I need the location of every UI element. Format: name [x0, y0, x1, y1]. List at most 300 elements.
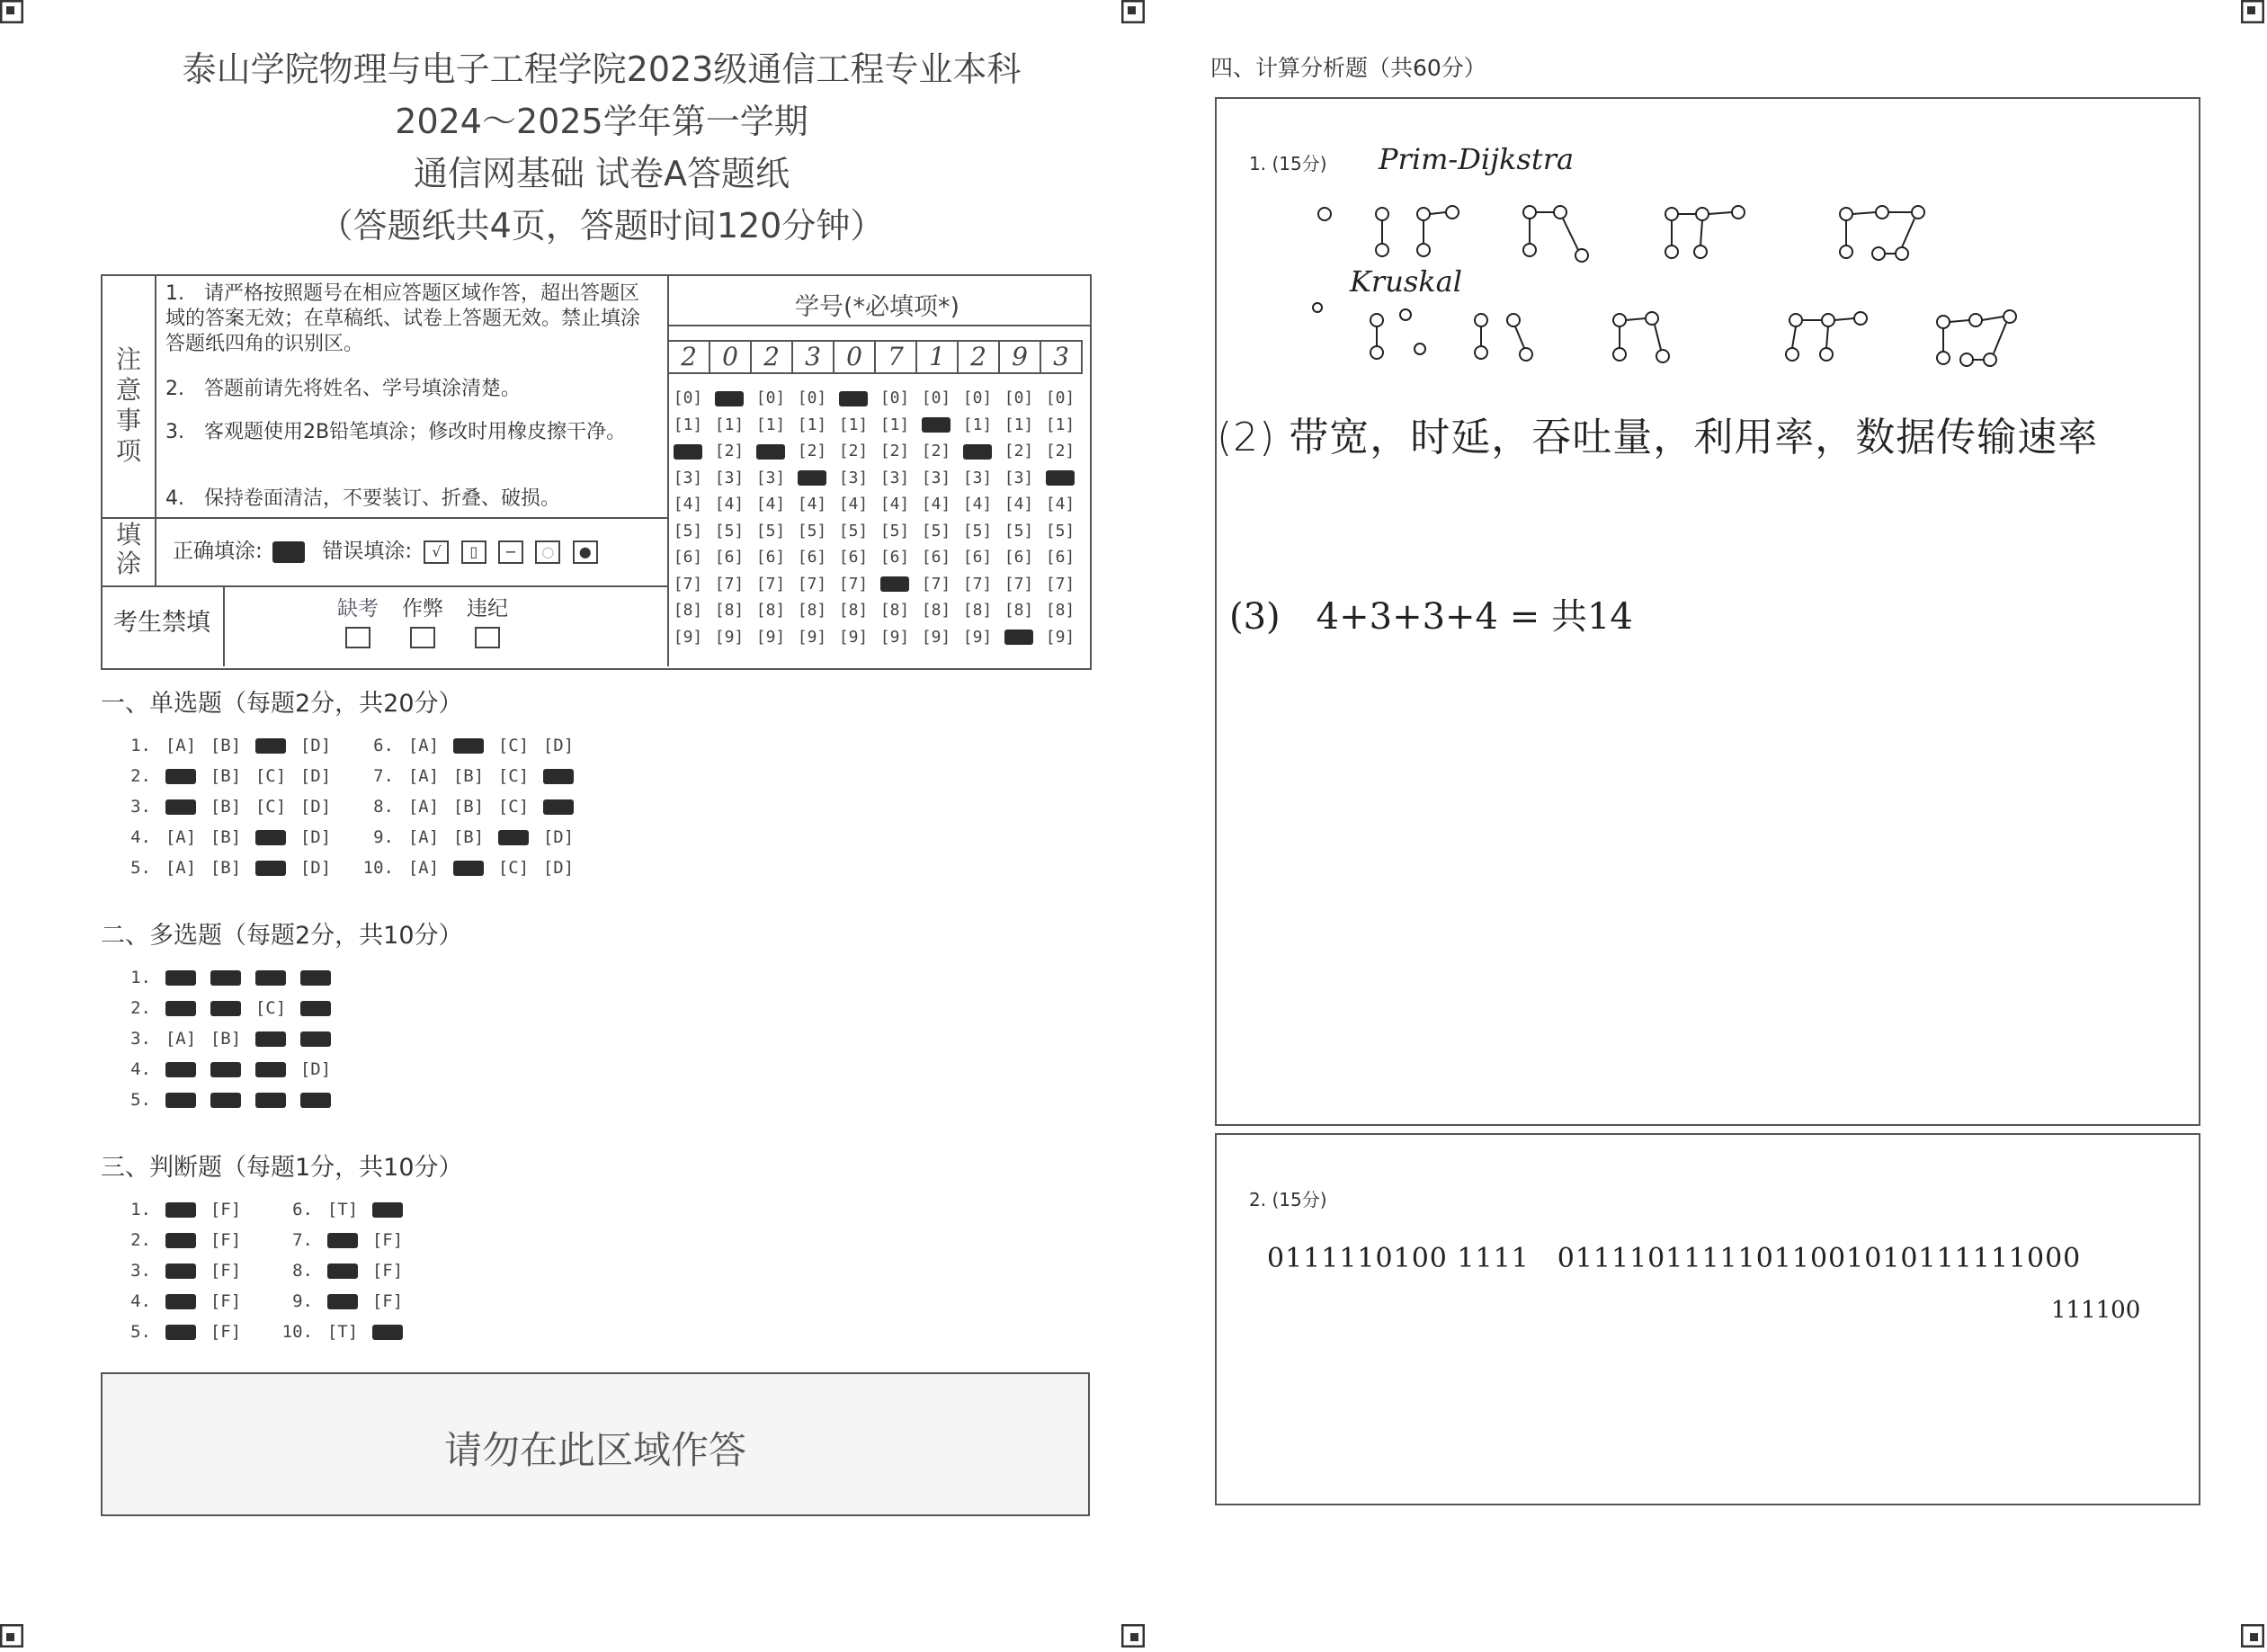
answer-bubble[interactable]: [A] — [165, 858, 197, 878]
filled-mark — [498, 830, 529, 845]
student-id-bubble[interactable]: [9] — [1045, 627, 1075, 647]
student-id-bubble[interactable]: [4] — [838, 495, 869, 514]
answer-bubble[interactable]: [D] — [542, 827, 575, 847]
answer-bubble-filled[interactable] — [248, 1029, 293, 1049]
student-id-bubble[interactable]: [7] — [921, 574, 951, 594]
answer-bubble-filled[interactable] — [293, 1090, 338, 1110]
question-row — [263, 1322, 410, 1353]
student-id-bubble[interactable]: [6] — [962, 548, 993, 567]
q2-hand-line1: 0111110100 1111 01111011111011001010111111000 — [1267, 1243, 2082, 1274]
question-row — [101, 968, 338, 998]
student-id-digits — [667, 340, 1083, 374]
answer-bubble-filled[interactable] — [446, 736, 491, 755]
student-id-bubble[interactable]: [5] — [838, 521, 869, 540]
student-id-bubble[interactable]: [5] — [714, 521, 745, 540]
filled-mark — [543, 799, 574, 815]
student-id-bubble[interactable]: [7] — [962, 574, 993, 594]
q1-label: 1. (15分) — [1249, 153, 1327, 174]
notes-item-2: 2. 答题前请先将姓名、学号填涂清楚。 — [165, 378, 521, 400]
filled-mark — [165, 1001, 196, 1016]
answer-bubble-filled[interactable] — [491, 827, 536, 847]
filled-mark — [165, 970, 196, 986]
student-id-bubble[interactable]: [9] — [714, 627, 745, 647]
answer-bubble-filled[interactable] — [203, 998, 248, 1018]
answer-bubble[interactable]: [D] — [299, 827, 332, 847]
filled-mark — [798, 470, 826, 486]
student-id-bubble[interactable]: [4] — [714, 495, 745, 514]
filled-mark — [165, 1294, 196, 1309]
answer-bubble[interactable]: [A] — [165, 1029, 197, 1049]
student-id-digit: 2 — [750, 340, 791, 374]
student-id-title: 学号(*必填项*) — [795, 293, 960, 321]
answer-bubble-filled[interactable] — [158, 1059, 203, 1079]
answer-bubble-filled[interactable] — [248, 858, 293, 878]
student-id-bubble[interactable]: [3] — [755, 468, 786, 487]
filled-mark — [165, 1202, 196, 1218]
student-id-bubble[interactable]: [0] — [921, 388, 951, 408]
question-number: 6. — [373, 736, 394, 755]
answer-bubble-filled[interactable] — [248, 1059, 293, 1079]
answer-bubble[interactable]: [B] — [452, 797, 485, 817]
student-id-digit: 0 — [709, 340, 750, 374]
student-id-bubble[interactable]: [8] — [1004, 601, 1034, 621]
forbidden-cheat-box[interactable] — [410, 627, 435, 648]
answer-bubble[interactable]: [B] — [452, 766, 485, 786]
corner-mark-top-center — [1121, 0, 1145, 23]
answer-bubble[interactable]: [F] — [210, 1230, 242, 1250]
section4-title: 四、计算分析题（共60分） — [1210, 55, 1486, 81]
answer-bubble[interactable]: [B] — [452, 827, 485, 847]
answer-bubble-filled[interactable] — [248, 736, 293, 755]
student-id-bubble[interactable]: [4] — [879, 495, 910, 514]
student-id-bubble[interactable]: [2] — [714, 442, 745, 461]
question-number: 1. — [130, 736, 151, 755]
filled-mark — [880, 576, 909, 592]
no-answer-zone — [101, 1372, 1090, 1516]
student-id-bubble[interactable]: [3] — [962, 468, 993, 487]
student-id-bubble[interactable]: [6] — [673, 548, 703, 567]
answer-bubble[interactable]: [B] — [210, 1029, 242, 1049]
student-id-bubble[interactable]: [2] — [1004, 442, 1034, 461]
student-id-bubble[interactable]: [3] — [673, 468, 703, 487]
student-id-bubble[interactable]: [4] — [755, 495, 786, 514]
answer-bubble[interactable]: [F] — [210, 1200, 242, 1219]
answer-bubble[interactable]: [C] — [497, 766, 530, 786]
student-id-bubble[interactable]: [3] — [921, 468, 951, 487]
filled-mark — [327, 1294, 358, 1309]
answer-bubble[interactable]: [B] — [210, 736, 242, 755]
filled-mark — [715, 391, 744, 406]
q2-label: 2. (15分) — [1249, 1189, 1327, 1210]
header-line-1: 泰山学院物理与电子工程学院2023级通信工程专业本科 — [182, 49, 1022, 89]
answer-bubble-filled[interactable] — [203, 1059, 248, 1079]
student-id-bubble-grid — [667, 385, 1081, 650]
student-id-bubble[interactable]: [8] — [962, 601, 993, 621]
answer-bubble[interactable]: [B] — [210, 797, 242, 817]
q2-hand-line2: 111100 — [2051, 1297, 2141, 1324]
student-id-bubble[interactable]: [1] — [1045, 415, 1075, 434]
answer-bubble[interactable]: [C] — [254, 766, 287, 786]
question-row — [101, 1029, 338, 1059]
filled-mark — [255, 1031, 286, 1047]
student-id-bubble[interactable]: [0] — [755, 388, 786, 408]
question-row — [344, 827, 581, 858]
student-id-bubble[interactable]: [6] — [1045, 548, 1075, 567]
filled-mark — [255, 738, 286, 754]
answer-bubble-filled[interactable] — [446, 858, 491, 878]
answer-bubble-filled[interactable] — [248, 968, 293, 987]
question-row — [263, 1261, 410, 1291]
filled-mark — [165, 1233, 196, 1248]
answer-bubble[interactable]: [D] — [299, 736, 332, 755]
forbidden-cheat — [396, 596, 450, 648]
answer-bubble-filled[interactable] — [158, 1090, 203, 1110]
student-id-bubble[interactable]: [6] — [797, 548, 827, 567]
student-id-bubble[interactable]: [8] — [673, 601, 703, 621]
filled-mark — [255, 1062, 286, 1077]
answer-bubble-filled[interactable] — [293, 1029, 338, 1049]
question-row — [101, 1261, 263, 1291]
student-id-bubble[interactable]: [9] — [962, 627, 993, 647]
question-row — [101, 1200, 263, 1230]
student-id-bubble[interactable]: [8] — [1045, 601, 1075, 621]
student-id-bubble[interactable]: [2] — [1045, 442, 1075, 461]
answer-bubble-filled[interactable] — [158, 1261, 203, 1281]
answer-bubble-filled[interactable] — [536, 797, 581, 817]
student-id-bubble[interactable]: [8] — [838, 601, 869, 621]
student-id-bubble[interactable]: [2] — [879, 442, 910, 461]
answer-bubble-filled[interactable] — [536, 766, 581, 786]
student-id-bubble[interactable]: [6] — [714, 548, 745, 567]
question-number: 9. — [292, 1291, 313, 1311]
answer-bubble[interactable]: [F] — [371, 1261, 404, 1281]
student-id-digit: 7 — [874, 340, 915, 374]
student-id-digit: 0 — [833, 340, 874, 374]
student-id-bubble[interactable]: [4] — [1004, 495, 1034, 514]
student-id-bubble[interactable]: [3] — [714, 468, 745, 487]
wrong-mark-4: ○ — [535, 540, 560, 564]
student-id-bubble[interactable]: [3] — [838, 468, 869, 487]
filled-mark — [327, 1264, 358, 1279]
filled-mark — [165, 1264, 196, 1279]
answer-bubble[interactable]: [D] — [299, 797, 332, 817]
student-id-bubble[interactable]: [3] — [1004, 468, 1034, 487]
student-id-bubble[interactable]: [4] — [1045, 495, 1075, 514]
student-id-bubble[interactable]: [6] — [921, 548, 951, 567]
question-number: 9. — [373, 827, 394, 847]
filled-mark — [327, 1233, 358, 1248]
student-id-digit: 3 — [1040, 340, 1083, 374]
forbidden-absent-box[interactable] — [345, 627, 370, 648]
student-id-bubble[interactable]: [6] — [879, 548, 910, 567]
student-id-bubble[interactable]: [5] — [755, 521, 786, 540]
student-id-bubble[interactable]: [9] — [797, 627, 827, 647]
student-id-bubble[interactable]: [9] — [838, 627, 869, 647]
student-id-bubble-filled[interactable] — [957, 442, 998, 460]
filled-mark — [255, 830, 286, 845]
answer-bubble[interactable]: [C] — [497, 797, 530, 817]
header-line-2: 2024～2025学年第一学期 — [395, 102, 808, 141]
student-id-digit: 1 — [915, 340, 957, 374]
student-id-bubble[interactable]: [5] — [962, 521, 993, 540]
student-id-bubble[interactable]: [8] — [755, 601, 786, 621]
student-id-bubble[interactable]: [1] — [1004, 415, 1034, 434]
forbidden-absent-label: 缺考 — [337, 597, 379, 621]
filled-mark — [300, 1031, 331, 1047]
question-number: 2. — [130, 1230, 151, 1250]
answer-bubble[interactable]: [F] — [210, 1261, 242, 1281]
answer-bubble-filled[interactable] — [320, 1291, 365, 1311]
no-answer-zone-text: 请勿在此区域作答 — [443, 1428, 746, 1472]
student-id-bubble[interactable]: [7] — [755, 574, 786, 594]
answer-bubble-filled[interactable] — [158, 797, 203, 817]
answer-bubble[interactable]: [A] — [407, 766, 440, 786]
question-number: 8. — [373, 797, 394, 817]
question-number: 8. — [292, 1261, 313, 1281]
student-id-bubble[interactable]: [8] — [714, 601, 745, 621]
student-id-bubble[interactable]: [7] — [1045, 574, 1075, 594]
corner-mark-top-left — [0, 0, 23, 23]
student-id-bubble[interactable]: [0] — [1004, 388, 1034, 408]
filled-mark — [922, 417, 951, 433]
filled-mark — [453, 738, 484, 754]
answer-bubble-filled[interactable] — [320, 1261, 365, 1281]
student-id-bubble[interactable]: [2] — [838, 442, 869, 461]
student-id-bubble[interactable]: [5] — [797, 521, 827, 540]
answer-bubble[interactable]: [B] — [210, 858, 242, 878]
answer-bubble[interactable]: [A] — [165, 827, 197, 847]
filled-mark — [674, 444, 702, 460]
question-number: 1. — [130, 968, 151, 987]
student-id-bubble[interactable]: [0] — [1045, 388, 1075, 408]
question-row — [263, 1230, 410, 1261]
student-id-bubble[interactable]: [9] — [879, 627, 910, 647]
student-id-bubble[interactable]: [8] — [879, 601, 910, 621]
answer-bubble[interactable]: [B] — [210, 827, 242, 847]
section1-answers — [101, 736, 581, 889]
answer-bubble-filled[interactable] — [158, 766, 203, 786]
answer-bubble-filled[interactable] — [158, 1230, 203, 1250]
answer-bubble-filled[interactable] — [248, 1090, 293, 1110]
student-id-bubble[interactable]: [2] — [921, 442, 951, 461]
filled-mark — [165, 1325, 196, 1340]
student-id-bubble[interactable]: [8] — [921, 601, 951, 621]
student-id-bubble[interactable]: [0] — [797, 388, 827, 408]
student-id-bubble[interactable]: [4] — [921, 495, 951, 514]
question-number: 10. — [362, 858, 394, 878]
answer-bubble[interactable]: [A] — [407, 797, 440, 817]
question-row — [263, 1200, 410, 1230]
student-id-digit: 9 — [998, 340, 1040, 374]
student-id-bubble[interactable]: [1] — [879, 415, 910, 434]
answer-bubble[interactable]: [F] — [210, 1322, 242, 1342]
student-id-bubble[interactable]: [5] — [1045, 521, 1075, 540]
q2-answer-box[interactable] — [1215, 1133, 2200, 1505]
student-id-bubble[interactable]: [5] — [921, 521, 951, 540]
fill-correct-sample — [272, 541, 305, 563]
question-row — [101, 797, 344, 827]
student-id-bubble[interactable]: [6] — [755, 548, 786, 567]
filled-mark — [963, 444, 992, 460]
student-id-bubble[interactable]: [9] — [921, 627, 951, 647]
student-id-bubble-filled[interactable] — [709, 388, 750, 407]
answer-bubble-filled[interactable] — [203, 968, 248, 987]
question-number: 5. — [130, 858, 151, 878]
answer-bubble[interactable]: [D] — [299, 1059, 332, 1079]
question-number: 4. — [130, 1291, 151, 1311]
student-id-bubble[interactable]: [5] — [1004, 521, 1034, 540]
answer-bubble[interactable]: [C] — [497, 736, 530, 755]
corner-mark-bottom-left — [0, 1624, 23, 1648]
answer-bubble[interactable]: [A] — [407, 827, 440, 847]
student-id-bubble-filled[interactable] — [874, 575, 915, 594]
question-number: 5. — [130, 1322, 151, 1342]
filled-mark — [165, 769, 196, 784]
question-row — [101, 998, 338, 1029]
student-id-bubble[interactable]: [4] — [673, 495, 703, 514]
student-id-digit: 3 — [791, 340, 833, 374]
answer-bubble-filled[interactable] — [365, 1200, 410, 1219]
answer-bubble[interactable]: [A] — [407, 858, 440, 878]
student-id-bubble[interactable]: [7] — [1004, 574, 1034, 594]
section2-title: 二、多选题（每题2分，共10分） — [101, 922, 463, 950]
student-id-bubble[interactable]: [9] — [673, 627, 703, 647]
question-number: 5. — [130, 1090, 151, 1110]
answer-bubble[interactable]: [F] — [210, 1291, 242, 1311]
q1-prim-sketch — [1307, 187, 1990, 268]
answer-bubble[interactable]: [C] — [254, 797, 287, 817]
answer-bubble[interactable]: [D] — [542, 858, 575, 878]
student-id-bubble-filled[interactable] — [833, 388, 874, 407]
student-id-bubble-filled[interactable] — [750, 442, 791, 460]
q1-kruskal-sketch — [1307, 295, 2170, 376]
question-number: 2. — [130, 998, 151, 1018]
forbidden-label: 考生禁填 — [113, 609, 210, 637]
filled-mark — [255, 970, 286, 986]
forbidden-violation-box[interactable] — [475, 627, 500, 648]
notes-label: 注 意 事 项 — [115, 344, 141, 466]
student-id-bubble[interactable]: [4] — [962, 495, 993, 514]
student-id-bubble[interactable]: [2] — [797, 442, 827, 461]
student-id-bubble[interactable]: [7] — [797, 574, 827, 594]
answer-bubble[interactable]: [B] — [210, 766, 242, 786]
student-id-bubble[interactable]: [7] — [714, 574, 745, 594]
answer-bubble-filled[interactable] — [320, 1230, 365, 1250]
answer-bubble[interactable]: [A] — [407, 736, 440, 755]
answer-bubble-filled[interactable] — [158, 998, 203, 1018]
student-id-bubble[interactable]: [1] — [962, 415, 993, 434]
question-number: 4. — [130, 827, 151, 847]
answer-bubble-filled[interactable] — [203, 1090, 248, 1110]
filled-mark — [165, 1062, 196, 1077]
header-line-3: 通信网基础 试卷A答题纸 — [413, 154, 790, 193]
student-id-bubble[interactable]: [1] — [673, 415, 703, 434]
question-row — [344, 858, 581, 889]
student-id-digit: 2 — [957, 340, 998, 374]
question-number: 7. — [292, 1230, 313, 1250]
answer-bubble[interactable]: [D] — [299, 766, 332, 786]
section2-answers — [101, 968, 338, 1121]
student-id-bubble-filled[interactable] — [915, 415, 957, 434]
student-id-bubble[interactable]: [4] — [797, 495, 827, 514]
student-id-bubble[interactable]: [0] — [673, 388, 703, 408]
filled-mark — [372, 1325, 403, 1340]
answer-bubble[interactable]: [C] — [254, 998, 287, 1018]
answer-bubble-filled[interactable] — [158, 1200, 203, 1219]
student-id-bubble-filled[interactable] — [667, 442, 709, 460]
student-id-bubble[interactable]: [5] — [879, 521, 910, 540]
answer-bubble-filled[interactable] — [365, 1322, 410, 1342]
student-id-bubble[interactable]: [0] — [962, 388, 993, 408]
answer-bubble-filled[interactable] — [158, 1322, 203, 1342]
answer-bubble-filled[interactable] — [293, 998, 338, 1018]
wrong-mark-3: − — [498, 540, 523, 564]
answer-bubble[interactable]: [C] — [497, 858, 530, 878]
q1-answer-box[interactable] — [1215, 97, 2200, 1126]
forbidden-absent — [331, 596, 385, 648]
answer-bubble[interactable]: [T] — [326, 1200, 359, 1219]
forbidden-violation-label: 违纪 — [467, 597, 508, 621]
wrong-mark-5: ● — [573, 540, 598, 564]
student-id-bubble-filled[interactable] — [791, 469, 833, 487]
q1-hand-kruskal: Kruskal — [1350, 264, 1462, 299]
answer-bubble[interactable]: [T] — [326, 1322, 359, 1342]
student-id-bubble[interactable]: [6] — [838, 548, 869, 567]
student-id-bubble[interactable]: [3] — [879, 468, 910, 487]
question-row — [344, 766, 581, 797]
question-number: 7. — [373, 766, 394, 786]
filled-mark — [255, 861, 286, 876]
question-number: 3. — [130, 1261, 151, 1281]
fill-rule-label: 填 涂 — [115, 520, 141, 578]
answer-bubble[interactable]: [D] — [542, 736, 575, 755]
question-number: 6. — [292, 1200, 313, 1219]
answer-bubble-filled[interactable] — [248, 827, 293, 847]
student-id-bubble-filled[interactable] — [998, 628, 1040, 647]
answer-bubble[interactable]: [D] — [299, 858, 332, 878]
answer-bubble-filled[interactable] — [158, 968, 203, 987]
student-id-bubble-filled[interactable] — [1040, 469, 1081, 487]
student-id-bubble[interactable]: [1] — [797, 415, 827, 434]
filled-mark — [300, 1093, 331, 1108]
student-id-bubble[interactable]: [9] — [755, 627, 786, 647]
student-id-bubble[interactable]: [0] — [879, 388, 910, 408]
student-id-digit: 2 — [667, 340, 709, 374]
wrong-mark-2: ▯ — [461, 540, 486, 564]
forbidden-violation — [460, 596, 514, 648]
student-id-bubble[interactable]: [5] — [673, 521, 703, 540]
corner-mark-bottom-center — [1121, 1624, 1145, 1648]
answer-bubble[interactable]: [F] — [371, 1291, 404, 1311]
answer-bubble-filled[interactable] — [158, 1291, 203, 1311]
student-id-bubble[interactable]: [1] — [755, 415, 786, 434]
question-number: 3. — [130, 1029, 151, 1049]
question-number: 2. — [130, 766, 151, 786]
student-id-bubble[interactable]: [8] — [797, 601, 827, 621]
question-row — [344, 797, 581, 827]
student-id-bubble[interactable]: [1] — [838, 415, 869, 434]
student-id-bubble[interactable]: [7] — [838, 574, 869, 594]
wrong-mark-1: √ — [424, 540, 449, 564]
student-id-bubble[interactable]: [7] — [673, 574, 703, 594]
filled-mark — [839, 391, 868, 406]
student-id-bubble[interactable]: [1] — [714, 415, 745, 434]
answer-bubble-filled[interactable] — [293, 968, 338, 987]
question-row — [101, 1059, 338, 1090]
answer-bubble[interactable]: [A] — [165, 736, 197, 755]
answer-bubble[interactable]: [F] — [371, 1230, 404, 1250]
student-id-bubble[interactable]: [6] — [1004, 548, 1034, 567]
